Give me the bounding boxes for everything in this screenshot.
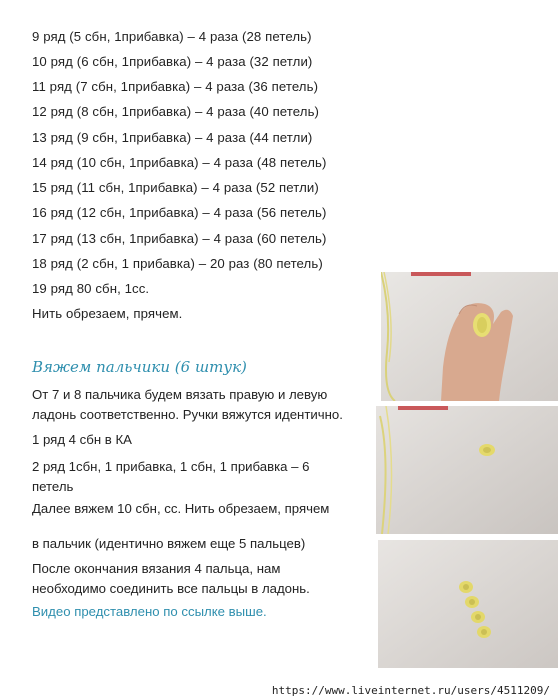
video-note: Видео представлено по ссылке выше.: [32, 604, 267, 619]
row-15: 15 ряд (11 сбн, 1прибавка) – 4 раза (52 петли): [32, 180, 319, 195]
intro-paragraph: От 7 и 8 пальчика будем вязать правую и левую ладонь соответственно. Ручки вяжутся идентично.: [32, 387, 343, 422]
row-14: 14 ряд (10 сбн, 1прибавка) – 4 раза (48 петель): [32, 155, 327, 170]
photo-four-fingers-image: [378, 540, 558, 668]
finger-row-2: 2 ряд 1сбн, 1 прибавка, 1 сбн, 1 прибавка – 6 петель: [32, 459, 310, 494]
further-instructions: Далее вяжем 10 сбн, сс. Нить обрезаем, прячем: [32, 501, 330, 516]
row-9: 9 ряд (5 сбн, 1прибавка) – 4 раза (28 петель): [32, 29, 312, 44]
row-19: 19 ряд 80 сбн, 1сс.: [32, 281, 150, 296]
row-17: 17 ряд (13 сбн, 1прибавка) – 4 раза (60 петель): [32, 231, 327, 246]
source-url[interactable]: https://www.liveinternet.ru/users/4511209/: [271, 684, 550, 697]
row-12: 12 ряд (8 сбн, 1прибавка) – 4 раза (40 петель): [32, 104, 320, 119]
photo-small-piece: [376, 406, 558, 534]
photo-hand-with-finger: [381, 272, 558, 401]
row-11: 11 ряд (7 сбн, 1прибавка) – 4 раза (36 петель): [32, 79, 319, 94]
finger-note: в пальчик (идентично вяжем еще 5 пальцев): [32, 536, 306, 551]
section-title: Вяжем пальчики (6 штук): [32, 358, 247, 376]
cut-thread-note: Нить обрезаем, прячем.: [32, 306, 183, 321]
row-16: 16 ряд (12 сбн, 1прибавка) – 4 раза (56 петель): [32, 205, 327, 220]
photo-small-piece-image: [376, 406, 558, 534]
finger-row-1: 1 ряд 4 сбн в КА: [32, 432, 132, 447]
after-note: После окончания вязания 4 пальца, нам необходимо соединить все пальцы в ладонь.: [32, 561, 310, 596]
row-10: 10 ряд (6 сбн, 1прибавка) – 4 раза (32 петли): [32, 54, 313, 69]
row-13: 13 ряд (9 сбн, 1прибавка) – 4 раза (44 петли): [32, 130, 313, 145]
row-18: 18 ряд (2 сбн, 1 прибавка) – 20 раз (80 петель): [32, 256, 323, 271]
photo-four-fingers: [378, 540, 558, 668]
photo-hand-image: [381, 272, 558, 401]
